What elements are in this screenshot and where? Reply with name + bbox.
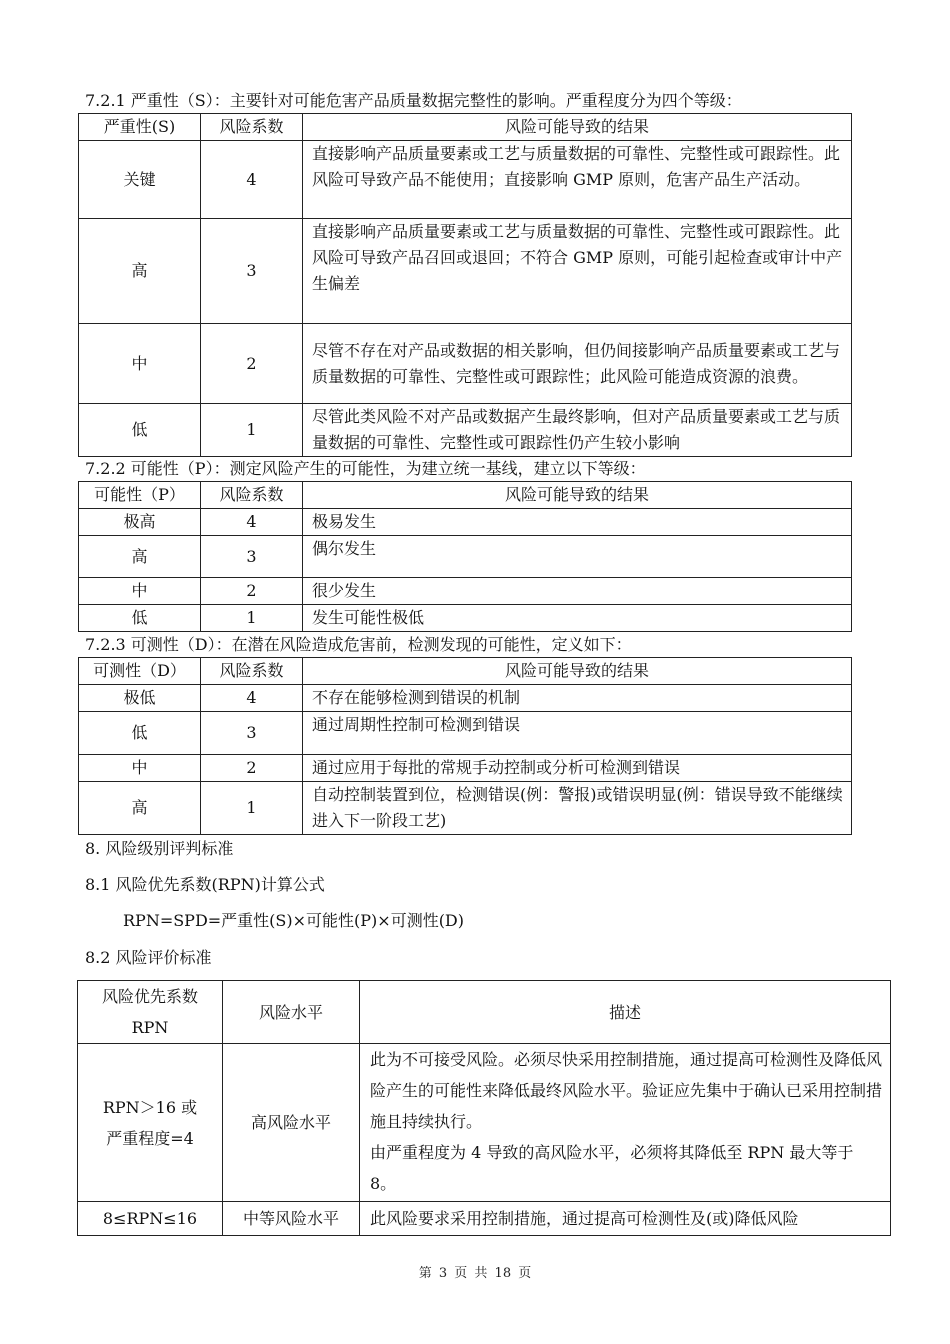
probability-result: 很少发生	[303, 578, 852, 605]
probability-coef: 3	[201, 536, 303, 578]
section-7-2-3-heading: 7.2.3 可测性（D）：在潜在风险造成危害前，检测发现的可能性，定义如下：	[85, 635, 632, 654]
rpn-header-rpn: 风险优先系数 RPN	[78, 981, 223, 1044]
probability-coef: 4	[201, 509, 303, 536]
section-7-2-2-heading: 7.2.2 可能性（P）：测定风险产生的可能性，为建立统一基线，建立以下等级：	[85, 459, 646, 478]
page-number: 第 3 页 共 18 页	[418, 1266, 532, 1281]
probability-level: 极高	[79, 509, 201, 536]
severity-header-level: 严重性(S)	[79, 114, 201, 141]
severity-level: 关键	[79, 141, 201, 219]
probability-header-coef: 风险系数	[201, 482, 303, 509]
rpn-value: 8≤RPN≤16	[78, 1202, 223, 1236]
severity-header-coef: 风险系数	[201, 114, 303, 141]
detectability-coef: 2	[201, 755, 303, 782]
table-row	[78, 1044, 891, 1202]
severity-result: 尽管此类风险不对产品或数据产生最终影响，但对产品质量要素或工艺与质量数据的可靠性、完整性或可跟踪性仍产生较小影响	[303, 404, 852, 457]
severity-result: 直接影响产品质量要素或工艺与质量数据的可靠性、完整性或可跟踪性。此风险可导致产品召回或退回；不符合 GMP 原则，可能引起检查或审计中产生偏差	[303, 219, 852, 324]
table-row	[79, 755, 852, 782]
probability-level: 中	[79, 578, 201, 605]
table-row	[79, 605, 852, 632]
severity-coef: 1	[201, 404, 303, 457]
severity-header-result: 风险可能导致的结果	[303, 114, 852, 141]
severity-result: 直接影响产品质量要素或工艺与质量数据的可靠性、完整性或可跟踪性。此风险可导致产品不能使用；直接影响 GMP 原则，危害产品生产活动。	[303, 141, 852, 219]
section-7-2-1-heading: 7.2.1 严重性（S）：主要针对可能危害产品质量数据完整性的影响。严重程度分为四个等级：	[85, 91, 742, 110]
probability-result: 极易发生	[303, 509, 852, 536]
detectability-header-result: 风险可能导致的结果	[303, 658, 852, 685]
section-8-heading: 8. 风险级别评判标准	[85, 839, 234, 858]
detectability-coef: 3	[201, 712, 303, 755]
probability-coef: 2	[201, 578, 303, 605]
probability-header-result: 风险可能导致的结果	[303, 482, 852, 509]
rpn-description-para: 由严重程度为 4 导致的高风险水平，必须将其降低至 RPN 最大等于 8。	[370, 1143, 854, 1193]
rpn-header-desc: 描述	[360, 981, 891, 1044]
table-row	[79, 219, 852, 324]
severity-level: 中	[79, 324, 201, 404]
table-row	[79, 404, 852, 457]
detectability-header-level: 可测性（D）	[79, 658, 201, 685]
probability-result: 偶尔发生	[303, 536, 852, 578]
detectability-level: 高	[79, 782, 201, 835]
severity-coef: 2	[201, 324, 303, 404]
detectability-header-coef: 风险系数	[201, 658, 303, 685]
rpn-header-level: 风险水平	[223, 981, 360, 1044]
severity-coef: 4	[201, 141, 303, 219]
rpn-description	[360, 1044, 891, 1202]
severity-result: 尽管不存在对产品或数据的相关影响，但仍间接影响产品质量要素或工艺与质量数据的可靠性、完整性或可跟踪性；此风险可能造成资源的浪费。	[303, 324, 852, 404]
table-row	[79, 141, 852, 219]
severity-coef: 3	[201, 219, 303, 324]
detectability-result: 通过周期性控制可检测到错误	[303, 712, 852, 755]
detectability-result: 不存在能够检测到错误的机制	[303, 685, 852, 712]
rpn-description: 此风险要求采用控制措施，通过提高可检测性及(或)降低风险	[360, 1202, 891, 1236]
table-row	[79, 712, 852, 755]
detectability-coef: 1	[201, 782, 303, 835]
rpn-level: 高风险水平	[223, 1044, 360, 1202]
severity-level: 高	[79, 219, 201, 324]
table-row	[79, 509, 852, 536]
table-row	[78, 1202, 891, 1236]
severity-level: 低	[79, 404, 201, 457]
detectability-coef: 4	[201, 685, 303, 712]
rpn-level: 中等风险水平	[223, 1202, 360, 1236]
detectability-result: 自动控制装置到位，检测错误(例：警报)或错误明显(例：错误导致不能继续进入下一阶段工艺)	[303, 782, 852, 835]
probability-level: 低	[79, 605, 201, 632]
detectability-level: 极低	[79, 685, 201, 712]
table-row	[79, 324, 852, 404]
table-row	[79, 578, 852, 605]
severity-table	[78, 113, 852, 457]
table-row	[79, 685, 852, 712]
probability-header-level: 可能性（P）	[79, 482, 201, 509]
probability-result: 发生可能性极低	[303, 605, 852, 632]
table-row	[79, 782, 852, 835]
section-8-1-heading: 8.1 风险优先系数(RPN)计算公式	[85, 875, 325, 894]
table-row	[79, 536, 852, 578]
detectability-level: 低	[79, 712, 201, 755]
rpn-description-para: 此为不可接受风险。必须尽快采用控制措施，通过提高可检测性及降低风险产生的可能性来降低最终风险水平。验证应先集中于确认已采用控制措施且持续执行。	[370, 1050, 883, 1131]
detectability-result: 通过应用于每批的常规手动控制或分析可检测到错误	[303, 755, 852, 782]
detectability-level: 中	[79, 755, 201, 782]
section-8-2-heading: 8.2 风险评价标准	[85, 948, 212, 967]
rpn-formula: RPN=SPD=严重性(S)×可能性(P)×可测性(D)	[123, 911, 465, 930]
rpn-value: RPN＞16 或严重程度=4	[78, 1044, 223, 1202]
probability-level: 高	[79, 536, 201, 578]
probability-coef: 1	[201, 605, 303, 632]
rpn-criteria-table	[77, 980, 891, 1236]
probability-table	[78, 481, 852, 632]
detectability-table	[78, 657, 852, 835]
